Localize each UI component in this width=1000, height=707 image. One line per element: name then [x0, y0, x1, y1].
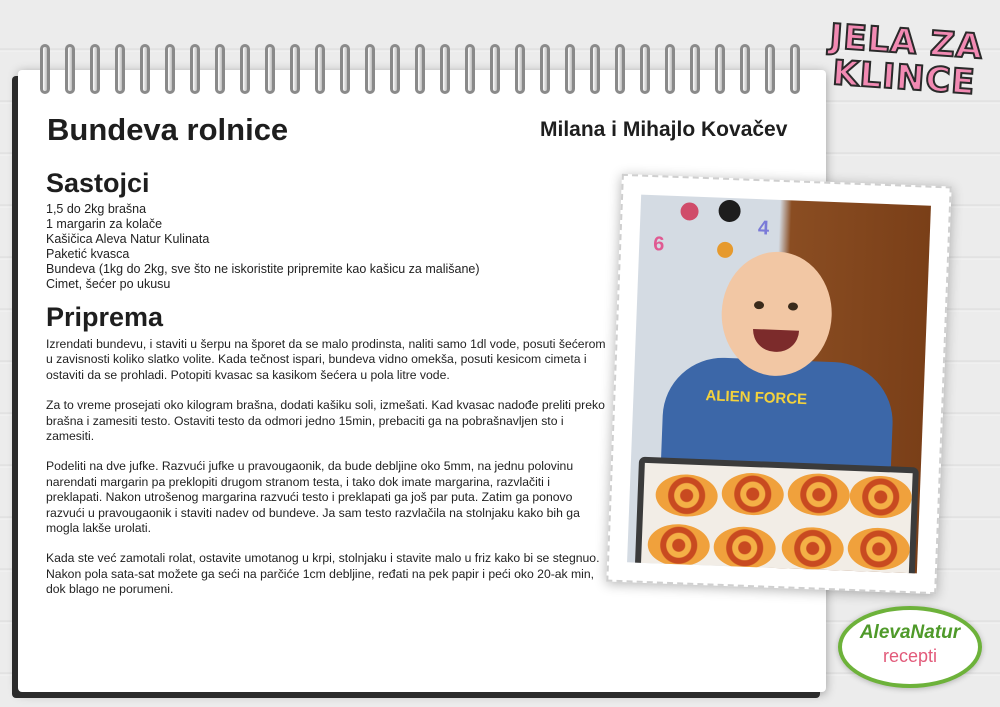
binding-ring: [365, 44, 375, 94]
ingredients-list: [46, 202, 586, 292]
binding-ring: [165, 44, 175, 94]
wall-number: 6: [652, 233, 665, 256]
photo-frame: [606, 174, 951, 594]
badge-line-1: JELA ZA: [828, 16, 985, 68]
binding-ring: [490, 44, 500, 94]
ingredient-item: Bundeva (1kg do 2kg, sve što ne iskoristite pripremite kao kašicu za mališane): [46, 262, 480, 276]
binding-ring: [215, 44, 225, 94]
binding-ring: [40, 44, 50, 94]
pumpkin-roll: [849, 475, 913, 519]
jela-za-klince-badge: [817, 18, 992, 110]
pumpkin-roll: [713, 526, 777, 570]
preparation-paragraph: Podeliti na dve jufke. Razvući jufke u pravougaonik, da bude debljine oko 5mm, na jednu polovinu narendati margarin pa preklopiti drugom stranom testa, i tako dok imate margarina, razvlačiti i preklapati. Nakon utrošenog margarina razvući testo i preklapati ga još par puta. Zatim ga ponovo razvući u pravougaonik i staviti nadev od bundeve. Ja sam testo razvlačila na stolnjaku kako bih ga mogla lakše urolati.: [46, 459, 580, 536]
binding-ring: [115, 44, 125, 94]
recipe-author: Milana i Mihajlo Kovačev: [540, 118, 788, 141]
binding-ring: [90, 44, 100, 94]
binding-ring: [690, 44, 700, 94]
baking-tray: [634, 457, 919, 574]
ingredients-heading: Sastojci: [46, 168, 150, 198]
child-with-rolls-photo: [627, 195, 931, 574]
wall-decoration: [717, 242, 734, 259]
binding-ring: [290, 44, 300, 94]
ingredient-item: Paketić kvasca: [46, 247, 130, 261]
binding-ring: [540, 44, 550, 94]
binding-ring: [240, 44, 250, 94]
preparation-paragraph: Izrendati bundevu, i staviti u šerpu na šporet da se malo prodinsta, naliti samo 1dl vode, posuti šećerom u zavisnosti koliko slatko volite. Kada tečnost ispari, bundeva vidno omekša, posuti kesicom cimeta i ostaviti da se prohladi. Potopiti kvasac sa kasikom šećera u pola litre vode.: [46, 337, 606, 382]
ingredient-item: 1,5 do 2kg brašna: [46, 202, 147, 216]
pumpkin-roll: [721, 472, 785, 516]
binding-ring: [715, 44, 725, 94]
preparation-heading: Priprema: [46, 302, 164, 332]
binding-ring: [140, 44, 150, 94]
binding-ring: [615, 44, 625, 94]
preparation-paragraph: Za to vreme prosejati oko kilogram brašna, dodati kašiku soli, izmešati. Kad kvasac nadođe preliti preko brašna i zamesiti testo. Ostaviti testo da odmori jedno 15min, prebaciti ga na pobrašnavljen sto i zamesiti.: [46, 398, 605, 444]
pumpkin-roll: [647, 523, 711, 567]
pumpkin-roll: [655, 473, 719, 517]
logo-brand: AlevaNatur: [859, 622, 961, 643]
binding-ring: [390, 44, 400, 94]
binding-ring: [765, 44, 775, 94]
wall-number: 4: [757, 217, 770, 240]
ingredient-item: 1 margarin za kolače: [46, 217, 163, 231]
child-eye: [788, 302, 798, 310]
binding-ring: [265, 44, 275, 94]
ingredient-item: Kašičica Aleva Natur Kulinata: [46, 232, 210, 246]
binding-ring: [465, 44, 475, 94]
preparation-steps: [46, 337, 606, 613]
pumpkin-roll: [847, 527, 911, 571]
binding-ring: [440, 44, 450, 94]
binding-ring: [190, 44, 200, 94]
child-eye: [754, 301, 764, 309]
binding-ring: [665, 44, 675, 94]
binding-ring: [790, 44, 800, 94]
recipe-title: Bundeva rolnice: [47, 112, 289, 147]
binding-ring: [565, 44, 575, 94]
binding-ring: [340, 44, 350, 94]
preparation-paragraph: Kada ste već zamotali rolat, ostavite umotanog u krpi, stolnjaku i stavite malo u friz kako bi se stegnuo. Nakon pola sata-sat možete ga seći na parčiće 1cm debljine, ređati na pek papir i peći oko 20-ak min, dok blago ne porumeni.: [46, 551, 600, 597]
child-smile: [752, 329, 799, 353]
wall-decoration: [718, 200, 741, 223]
badge-line-2: KLINCE: [831, 53, 977, 103]
alevanatur-recepti-logo: [838, 606, 982, 688]
binding-ring: [65, 44, 75, 94]
wall-decoration: [680, 202, 699, 221]
binding-ring: [315, 44, 325, 94]
binding-ring: [740, 44, 750, 94]
binding-ring: [415, 44, 425, 94]
logo-subtitle: recepti: [882, 646, 938, 666]
spiral-binding: [40, 44, 820, 104]
pumpkin-roll: [787, 472, 851, 516]
binding-ring: [515, 44, 525, 94]
ingredient-item: Cimet, šećer po ukusu: [46, 277, 171, 291]
binding-ring: [640, 44, 650, 94]
binding-ring: [590, 44, 600, 94]
pumpkin-roll: [781, 526, 845, 570]
shirt-print: ALIEN FORCE: [705, 387, 808, 409]
